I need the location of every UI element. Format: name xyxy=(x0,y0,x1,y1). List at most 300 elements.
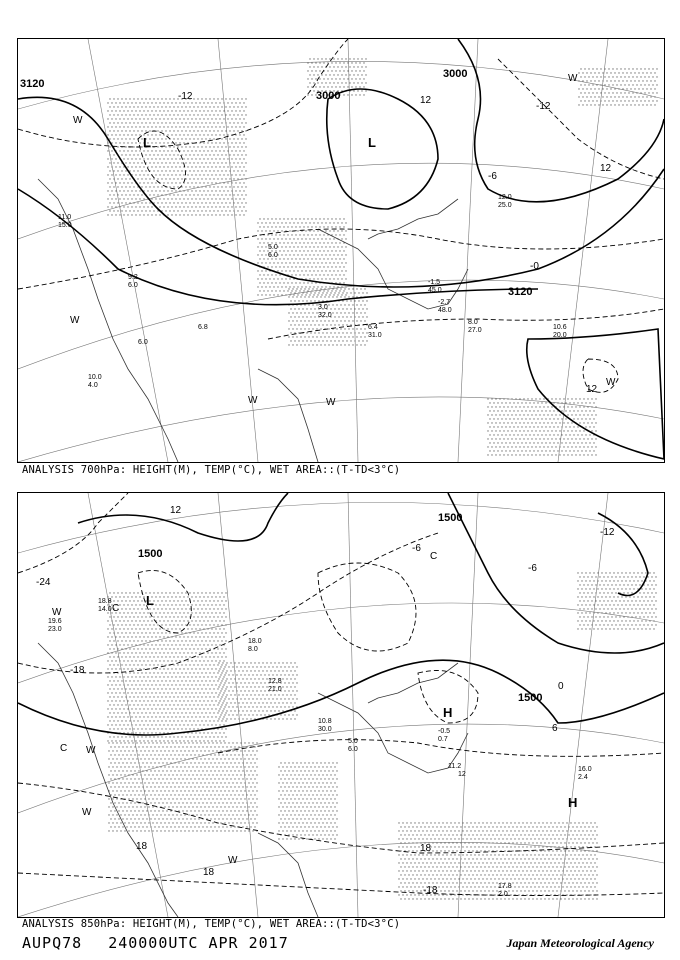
wet-area-dot xyxy=(309,286,310,287)
wet-area-dot xyxy=(654,88,655,89)
wet-area-dot xyxy=(175,150,176,151)
wet-area-dot xyxy=(339,282,340,283)
wet-area-dot xyxy=(145,704,146,705)
wet-area-dot xyxy=(177,162,178,163)
wet-area-dot xyxy=(163,150,164,151)
wet-area-dot xyxy=(578,104,579,105)
wet-area-dot xyxy=(166,786,167,787)
wet-area-dot xyxy=(125,202,126,203)
wet-area-dot xyxy=(335,258,336,259)
wet-area-dot xyxy=(309,246,310,247)
wet-area-dot xyxy=(233,106,234,107)
wet-area-dot xyxy=(325,270,326,271)
wet-area-dot xyxy=(188,822,189,823)
wet-area-dot xyxy=(221,114,222,115)
wet-area-dot xyxy=(292,834,293,835)
wet-area-dot xyxy=(324,826,325,827)
wet-area-dot xyxy=(208,798,209,799)
wet-area-dot xyxy=(131,700,132,701)
wet-area-dot xyxy=(175,206,176,207)
wet-area-dot xyxy=(129,114,130,115)
station-value: 15.0 xyxy=(58,222,72,229)
wet-area-dot xyxy=(141,178,142,179)
wet-area-dot xyxy=(348,304,349,305)
wet-area-dot xyxy=(336,288,337,289)
wet-area-dot xyxy=(189,720,190,721)
wet-area-dot xyxy=(339,290,340,291)
wet-area-dot xyxy=(271,290,272,291)
wet-area-dot xyxy=(146,818,147,819)
wet-area-dot xyxy=(207,612,208,613)
wet-area-dot xyxy=(616,92,617,93)
wet-area-dot xyxy=(343,70,344,71)
wet-area-dot xyxy=(302,340,303,341)
wet-area-dot xyxy=(161,624,162,625)
wet-area-dot xyxy=(123,740,124,741)
wet-area-dot xyxy=(282,790,283,791)
wet-area-dot xyxy=(158,754,159,755)
wet-area-dot xyxy=(136,814,137,815)
wet-area-dot xyxy=(315,234,316,235)
wet-area-dot xyxy=(155,158,156,159)
wet-area-dot xyxy=(131,732,132,733)
wet-area-dot xyxy=(148,790,149,791)
wet-area-dot xyxy=(513,418,514,419)
wet-area-dot xyxy=(523,454,524,455)
wet-area-dot xyxy=(172,782,173,783)
wet-area-dot xyxy=(205,122,206,123)
wet-area-dot xyxy=(579,430,580,431)
wet-area-dot xyxy=(112,798,113,799)
wet-area-dot xyxy=(113,194,114,195)
wet-area-dot xyxy=(133,688,134,689)
wet-area-dot xyxy=(145,648,146,649)
wet-area-dot xyxy=(277,278,278,279)
wet-area-dot xyxy=(337,58,338,59)
wet-area-dot xyxy=(339,226,340,227)
wet-area-dot xyxy=(646,104,647,105)
wet-area-dot xyxy=(161,162,162,163)
wet-area-dot xyxy=(285,254,286,255)
wet-area-dot xyxy=(183,604,184,605)
wet-area-dot xyxy=(345,58,346,59)
wet-area-dot xyxy=(119,668,120,669)
wet-area-dot xyxy=(561,450,562,451)
wet-area-dot xyxy=(314,292,315,293)
wet-area-dot xyxy=(131,134,132,135)
wet-area-dot xyxy=(628,68,629,69)
wet-area-dot xyxy=(595,438,596,439)
wet-area-dot xyxy=(133,592,134,593)
wet-area-dot xyxy=(322,790,323,791)
wet-area-dot xyxy=(250,818,251,819)
wet-area-dot xyxy=(175,660,176,661)
wet-area-dot xyxy=(109,648,110,649)
wet-area-dot xyxy=(232,782,233,783)
wet-area-dot xyxy=(155,716,156,717)
wet-area-dot xyxy=(111,182,112,183)
wet-area-dot xyxy=(145,696,146,697)
wet-area-dot xyxy=(210,754,211,755)
wet-area-dot xyxy=(343,282,344,283)
wet-area-dot xyxy=(237,114,238,115)
caption-700hpa: ANALYSIS 700hPa: HEIGHT(M), TEMP(°C), WET AREA::(T-TD<3°C) xyxy=(22,464,401,476)
wet-area-dot xyxy=(223,652,224,653)
wet-area-dot xyxy=(261,286,262,287)
wet-area-dot xyxy=(147,724,148,725)
wet-area-dot xyxy=(436,826,437,827)
wet-area-dot xyxy=(169,632,170,633)
wet-area-dot xyxy=(513,410,514,411)
wet-area-dot xyxy=(135,118,136,119)
wet-area-dot xyxy=(119,708,120,709)
wet-area-dot xyxy=(254,810,255,811)
wet-area-dot xyxy=(302,790,303,791)
wet-area-dot xyxy=(610,88,611,89)
wet-area-dot xyxy=(133,170,134,171)
wet-area-dot xyxy=(215,644,216,645)
wet-area-dot xyxy=(280,762,281,763)
wet-area-dot xyxy=(139,636,140,637)
wet-area-dot xyxy=(193,210,194,211)
wet-area-dot xyxy=(293,286,294,287)
wet-area-dot xyxy=(225,688,226,689)
wet-area-dot xyxy=(170,754,171,755)
wet-area-dot xyxy=(185,146,186,147)
wet-area-dot xyxy=(210,778,211,779)
wet-area-dot xyxy=(626,80,627,81)
wet-area-dot xyxy=(263,282,264,283)
wet-area-dot xyxy=(145,736,146,737)
wet-area-dot xyxy=(122,810,123,811)
wet-area-dot xyxy=(313,270,314,271)
wet-area-dot xyxy=(111,118,112,119)
wet-area-dot xyxy=(277,222,278,223)
wet-area-dot xyxy=(113,170,114,171)
wet-area-dot xyxy=(287,234,288,235)
wet-area-dot xyxy=(145,656,146,657)
wet-area-dot xyxy=(256,766,257,767)
wet-area-dot xyxy=(217,592,218,593)
wet-area-dot xyxy=(246,786,247,787)
wet-area-dot xyxy=(193,170,194,171)
wet-area-dot xyxy=(318,340,319,341)
wet-area-dot xyxy=(312,826,313,827)
wet-area-dot xyxy=(177,664,178,665)
wet-area-dot xyxy=(360,312,361,313)
chart-700hpa xyxy=(17,38,665,463)
wet-area-dot xyxy=(213,106,214,107)
wet-area-dot xyxy=(109,98,110,99)
wet-area-dot xyxy=(178,794,179,795)
wet-area-dot xyxy=(219,596,220,597)
wet-area-dot xyxy=(497,450,498,451)
wet-area-dot xyxy=(236,814,237,815)
wet-area-dot xyxy=(308,786,309,787)
wet-area-stipple xyxy=(107,572,656,899)
wet-area-dot xyxy=(203,214,204,215)
wet-area-dot xyxy=(228,766,229,767)
wet-area-dot xyxy=(187,700,188,701)
wet-area-dot xyxy=(323,218,324,219)
wet-area-dot xyxy=(127,660,128,661)
wet-area-dot xyxy=(134,818,135,819)
wet-area-dot xyxy=(124,806,125,807)
wet-area-dot xyxy=(221,178,222,179)
wet-area-dot xyxy=(192,742,193,743)
wet-area-dot xyxy=(307,274,308,275)
wet-area-dot xyxy=(217,194,218,195)
wet-area-dot xyxy=(108,758,109,759)
wet-area-dot xyxy=(143,644,144,645)
wet-area-dot xyxy=(157,712,158,713)
wet-area-dot xyxy=(291,266,292,267)
wet-area-dot xyxy=(286,790,287,791)
wet-area-dot xyxy=(147,652,148,653)
wet-area-dot xyxy=(205,640,206,641)
wet-area-dot xyxy=(211,158,212,159)
wet-area-dot xyxy=(119,684,120,685)
wet-area-dot xyxy=(159,644,160,645)
wet-area-dot xyxy=(126,762,127,763)
wet-area-dot xyxy=(199,118,200,119)
wet-area-dot xyxy=(168,782,169,783)
wet-area-dot xyxy=(180,822,181,823)
wet-area-dot xyxy=(355,86,356,87)
wet-area-dot xyxy=(203,174,204,175)
wet-area-dot xyxy=(256,822,257,823)
wet-area-dot xyxy=(442,822,443,823)
wet-area-dot xyxy=(241,114,242,115)
wet-area-dot xyxy=(630,80,631,81)
wet-area-dot xyxy=(109,728,110,729)
wet-area-dot xyxy=(199,740,200,741)
wet-area-dot xyxy=(256,814,257,815)
wet-area-dot xyxy=(303,226,304,227)
wet-area-dot xyxy=(146,786,147,787)
wet-area-dot xyxy=(352,312,353,313)
wet-area-dot xyxy=(179,652,180,653)
wet-area-dot xyxy=(161,648,162,649)
wet-area-dot xyxy=(177,736,178,737)
wet-area-dot xyxy=(163,126,164,127)
wet-area-dot xyxy=(174,754,175,755)
wet-area-dot xyxy=(173,130,174,131)
wet-area-dot xyxy=(175,724,176,725)
wet-area-dot xyxy=(614,72,615,73)
wet-area-dot xyxy=(137,122,138,123)
wet-area-dot xyxy=(148,750,149,751)
wet-area-dot xyxy=(135,700,136,701)
wet-area-dot xyxy=(173,202,174,203)
wet-area-dot xyxy=(313,90,314,91)
wet-area-dot xyxy=(296,802,297,803)
wet-area-dot xyxy=(487,438,488,439)
wet-area-dot xyxy=(575,414,576,415)
wet-area-dot xyxy=(329,246,330,247)
wet-area-dot xyxy=(227,110,228,111)
wet-area-dot xyxy=(283,234,284,235)
wet-area-dot xyxy=(307,70,308,71)
wet-area-dot xyxy=(181,608,182,609)
wet-area-dot xyxy=(595,430,596,431)
wet-area-dot xyxy=(223,668,224,669)
wet-area-dot xyxy=(577,426,578,427)
wet-area-dot xyxy=(549,434,550,435)
wet-area-dot xyxy=(125,672,126,673)
wet-area-dot xyxy=(210,746,211,747)
wet-area-dot xyxy=(148,822,149,823)
wet-area-dot xyxy=(499,406,500,407)
wet-area-dot xyxy=(201,680,202,681)
wet-area-dot xyxy=(195,166,196,167)
wet-area-dot xyxy=(346,308,347,309)
wet-area-dot xyxy=(157,656,158,657)
wet-area-dot xyxy=(286,766,287,767)
wet-area-dot xyxy=(193,640,194,641)
wet-area-dot xyxy=(185,178,186,179)
wet-area-dot xyxy=(153,170,154,171)
wet-area-dot xyxy=(201,154,202,155)
wet-area-dot xyxy=(549,410,550,411)
wet-area-dot xyxy=(131,636,132,637)
wet-area-dot xyxy=(250,786,251,787)
wet-area-dot xyxy=(203,732,204,733)
wet-area-dot xyxy=(241,154,242,155)
wet-area-dot xyxy=(190,746,191,747)
wet-area-dot xyxy=(300,786,301,787)
wet-area-dot xyxy=(169,688,170,689)
wet-area-dot xyxy=(127,142,128,143)
wet-area-dot xyxy=(233,170,234,171)
wet-area-dot xyxy=(319,290,320,291)
wet-area-dot xyxy=(107,198,108,199)
wet-area-dot xyxy=(140,742,141,743)
wet-area-dot xyxy=(331,62,332,63)
wet-area-dot xyxy=(230,754,231,755)
wet-area-dot xyxy=(602,104,603,105)
wet-area-dot xyxy=(163,158,164,159)
wet-area-dot xyxy=(349,74,350,75)
wet-area-dot xyxy=(151,118,152,119)
wet-area-dot xyxy=(208,758,209,759)
wet-area-dot xyxy=(588,100,589,101)
wet-area-dot xyxy=(529,442,530,443)
wet-area-dot xyxy=(215,692,216,693)
wet-area-dot xyxy=(584,76,585,77)
wet-area-dot xyxy=(227,174,228,175)
wet-area-dot xyxy=(348,288,349,289)
wet-area-dot xyxy=(151,102,152,103)
wet-area-dot xyxy=(131,676,132,677)
wet-area-dot xyxy=(290,822,291,823)
wet-area-dot xyxy=(294,324,295,325)
wet-area-dot xyxy=(201,664,202,665)
wet-area-dot xyxy=(517,434,518,435)
wet-area-dot xyxy=(128,782,129,783)
wet-area-dot xyxy=(328,762,329,763)
wet-area-dot xyxy=(515,414,516,415)
wet-area-dot xyxy=(278,806,279,807)
wet-area-dot xyxy=(171,604,172,605)
wet-area-dot xyxy=(539,422,540,423)
wet-area-dot xyxy=(213,672,214,673)
wet-area-dot xyxy=(237,210,238,211)
wet-area-dot xyxy=(119,126,120,127)
wet-area-dot xyxy=(121,210,122,211)
wet-area-dot xyxy=(149,130,150,131)
wet-area-dot xyxy=(175,118,176,119)
wet-area-dot xyxy=(175,134,176,135)
wet-area-dot xyxy=(238,802,239,803)
wet-area-dot xyxy=(525,450,526,451)
wet-area-dot xyxy=(626,72,627,73)
wet-area-dot xyxy=(107,628,108,629)
wet-area-dot xyxy=(322,806,323,807)
wet-area-dot xyxy=(246,754,247,755)
wet-area-dot xyxy=(332,312,333,313)
wet-area-dot xyxy=(183,620,184,621)
station-value: 6.0 xyxy=(138,339,148,346)
wet-area-dot xyxy=(195,134,196,135)
wet-area-dot xyxy=(281,262,282,263)
wet-area-dot xyxy=(213,656,214,657)
wet-area-dot xyxy=(362,332,363,333)
wet-area-dot xyxy=(312,818,313,819)
wet-area-dot xyxy=(252,814,253,815)
wet-area-dot xyxy=(172,774,173,775)
wet-area-dot xyxy=(121,624,122,625)
wet-area-dot xyxy=(173,114,174,115)
wet-area-dot xyxy=(332,794,333,795)
wet-area-dot xyxy=(176,806,177,807)
wet-area-dot xyxy=(207,174,208,175)
wet-area-dot xyxy=(279,234,280,235)
wet-area-dot xyxy=(193,720,194,721)
wet-area-dot xyxy=(252,798,253,799)
wet-area-dot xyxy=(327,242,328,243)
wet-area-dot xyxy=(416,826,417,827)
wet-area-dot xyxy=(466,822,467,823)
wet-area-dot xyxy=(282,822,283,823)
wet-area-dot xyxy=(324,320,325,321)
wet-area-dot xyxy=(241,194,242,195)
wet-area-dot xyxy=(534,822,535,823)
wet-area-dot xyxy=(192,782,193,783)
wet-area-dot xyxy=(487,406,488,407)
wet-area-dot xyxy=(124,782,125,783)
wet-area-dot xyxy=(113,122,114,123)
wet-area-dot xyxy=(245,138,246,139)
wet-area-dot xyxy=(644,68,645,69)
wet-area-dot xyxy=(347,94,348,95)
wet-area-dot xyxy=(211,182,212,183)
wet-area-dot xyxy=(312,786,313,787)
wet-area-dot xyxy=(578,822,579,823)
wet-area-dot xyxy=(248,830,249,831)
wet-area-dot xyxy=(157,154,158,155)
wet-area-dot xyxy=(305,294,306,295)
wet-area-dot xyxy=(123,716,124,717)
wet-area-dot xyxy=(579,414,580,415)
wet-area-dot xyxy=(216,766,217,767)
wet-area-dot xyxy=(163,636,164,637)
wet-area-dot xyxy=(593,410,594,411)
wet-area-dot xyxy=(205,178,206,179)
wet-area-dot xyxy=(126,754,127,755)
wet-area-dot xyxy=(284,810,285,811)
wet-area-dot xyxy=(216,790,217,791)
